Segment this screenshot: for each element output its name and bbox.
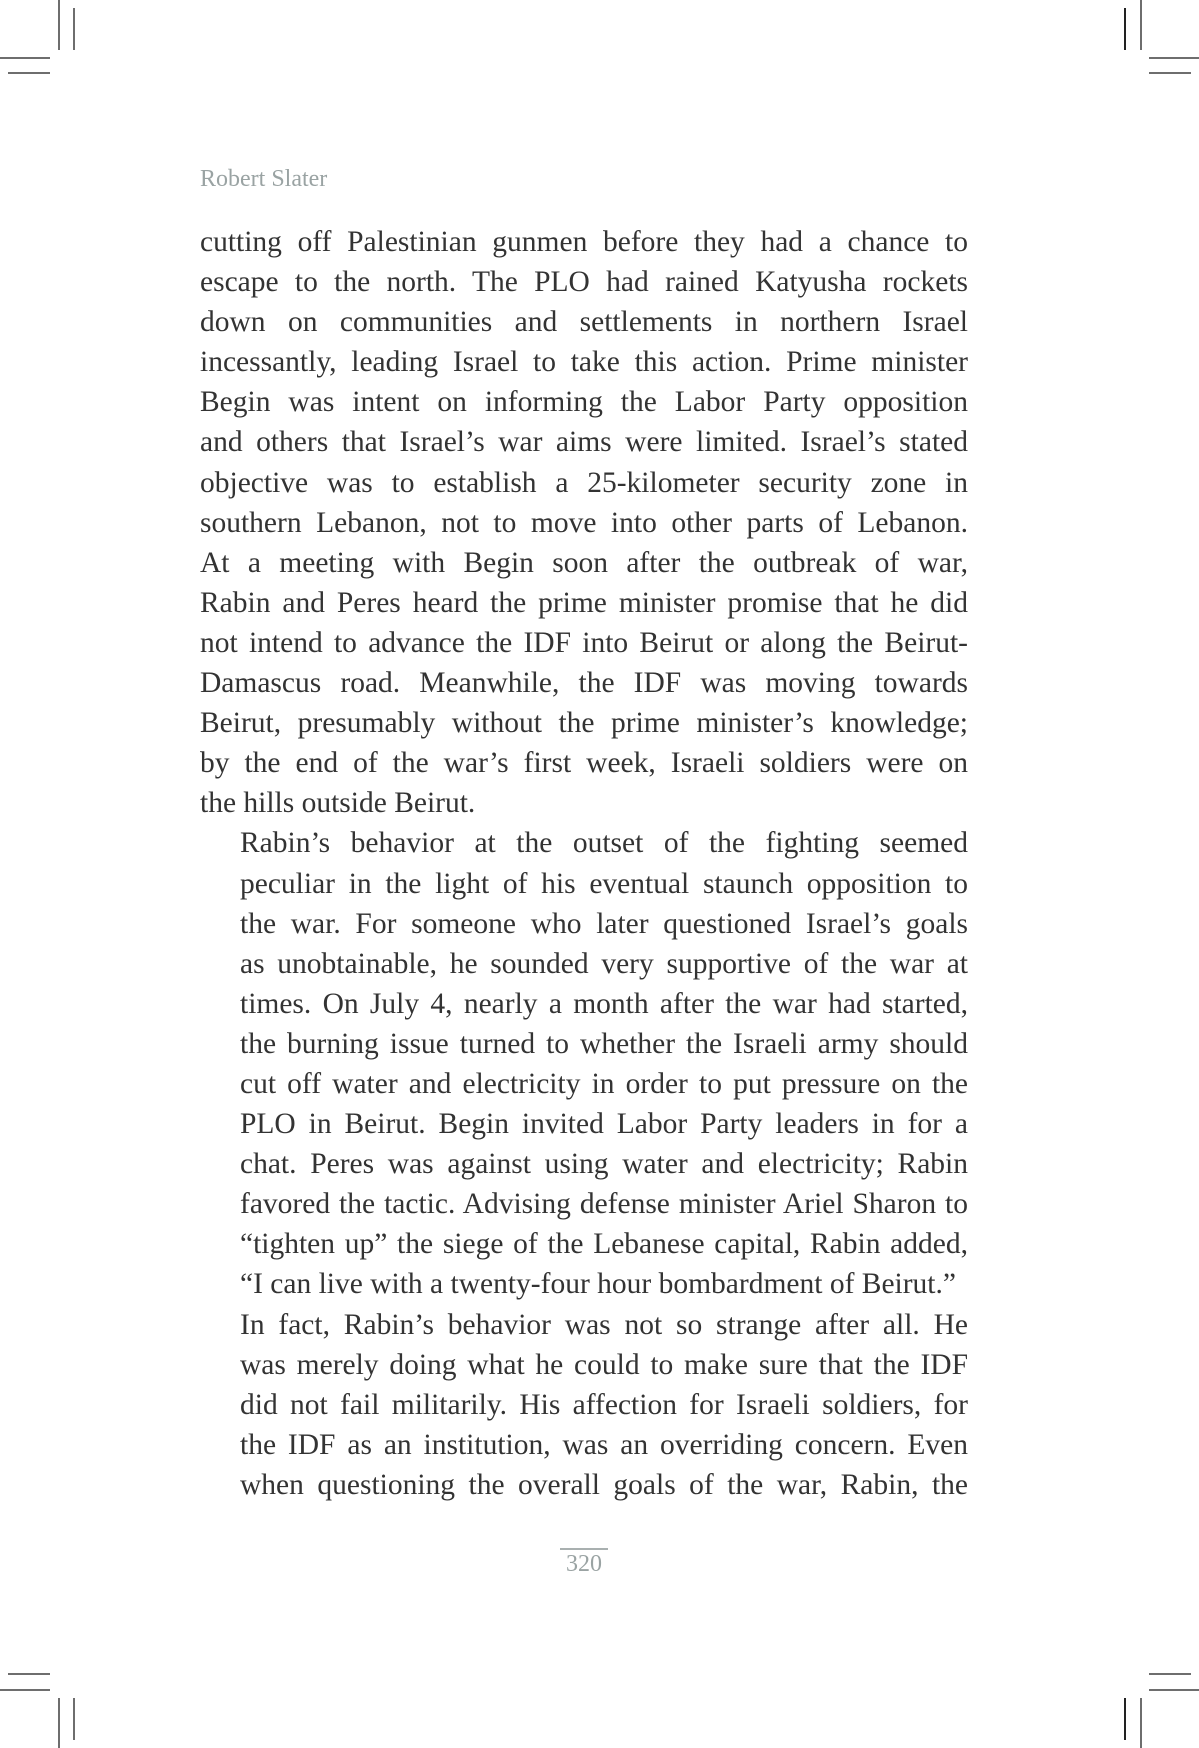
text-line: when questioning the overall goals of the war, Rabin, the [240,1468,968,1501]
text-line: escape to the north. The PLO had rained Katyusha rockets [200,266,968,299]
text-line: PLO in Beirut. Begin invited Labor Party leaders in for a [240,1108,968,1141]
text-line: the war. For someone who later questioned Israel’s goals [240,907,968,940]
text-line: “I can live with a twenty-four hour bombardment of Beirut.” [240,1268,956,1301]
text-line: Damascus road. Meanwhile, the IDF was moving towards [200,667,968,700]
crop-mark-top-right-h1 [1149,57,1199,59]
crop-mark-top-left-v1 [58,0,60,50]
crop-mark-bottom-left-h1 [8,1673,50,1675]
text-line: the burning issue turned to whether the Israeli army should [240,1027,968,1060]
crop-mark-bottom-right-v1 [1124,1698,1126,1740]
text-line: the IDF as an institution, was an overriding concern. Even [240,1428,968,1461]
crop-mark-bottom-left-v1 [58,1698,60,1748]
text-line: the hills outside Beirut. [200,787,476,820]
text-line: cutting off Palestinian gunmen before they had a chance to [200,226,968,258]
text-line: by the end of the war’s first week, Israeli soldiers were on [200,747,968,780]
text-line: peculiar in the light of his eventual staunch opposition to [240,867,968,900]
crop-mark-bottom-right-h2 [1149,1689,1199,1691]
paragraph [200,1305,968,1505]
text-line: did not fail militarily. His affection for Israeli soldiers, for [240,1388,968,1421]
text-line: not intend to advance the IDF into Beirut or along the Beirut- [200,626,968,659]
crop-mark-top-left-h2 [8,72,50,74]
text-line: was merely doing what he could to make sure that the IDF [240,1348,968,1381]
text-line: down on communities and settlements in northern Israel [200,306,968,339]
text-line: objective was to establish a 25-kilometer security zone in [200,466,968,499]
text-line: and others that Israel’s war aims were limited. Israel’s stated [200,426,968,459]
text-line: In fact, Rabin’s behavior was not so strange after all. He [240,1308,968,1341]
crop-mark-bottom-right-h1 [1149,1673,1191,1675]
crop-mark-top-right-v1 [1124,8,1126,50]
text-line: “tighten up” the siege of the Lebanese capital, Rabin added, [240,1228,968,1261]
text-line: At a meeting with Begin soon after the outbreak of war, [200,546,968,579]
running-head-author: Robert Slater [200,166,328,192]
crop-mark-top-right-h2 [1149,72,1191,74]
text-line: times. On July 4, nearly a month after the war had started, [240,987,968,1020]
text-line: Begin was intent on informing the Labor Party opposition [200,386,968,419]
crop-mark-top-right-v2 [1140,0,1142,50]
text-line: as unobtainable, he sounded very supportive of the war at [240,947,968,980]
crop-mark-top-left-h1 [0,57,50,59]
text-line: southern Lebanon, not to move into other parts of Lebanon. [200,506,968,539]
text-line: cut off water and electricity in order to put pressure on the [240,1067,968,1100]
crop-mark-bottom-right-v2 [1140,1698,1142,1748]
page-number: 320 [560,1548,608,1577]
text-line: chat. Peres was against using water and electricity; Rabin [240,1148,968,1181]
paragraph [200,222,968,823]
paragraph [200,823,968,1304]
text-line: incessantly, leading Israel to take this action. Prime minister [200,346,968,379]
crop-mark-bottom-left-v2 [73,1698,75,1740]
text-line: Beirut, presumably without the prime minister’s knowledge; [200,707,968,740]
crop-mark-bottom-left-h2 [0,1689,50,1691]
crop-mark-top-left-v2 [73,8,75,50]
text-line: Rabin and Peres heard the prime minister promise that he did [200,586,968,619]
text-line: favored the tactic. Advising defense minister Ariel Sharon to [240,1188,968,1221]
text-line: Rabin’s behavior at the outset of the fighting seemed [240,827,968,860]
body-text [200,222,968,1505]
